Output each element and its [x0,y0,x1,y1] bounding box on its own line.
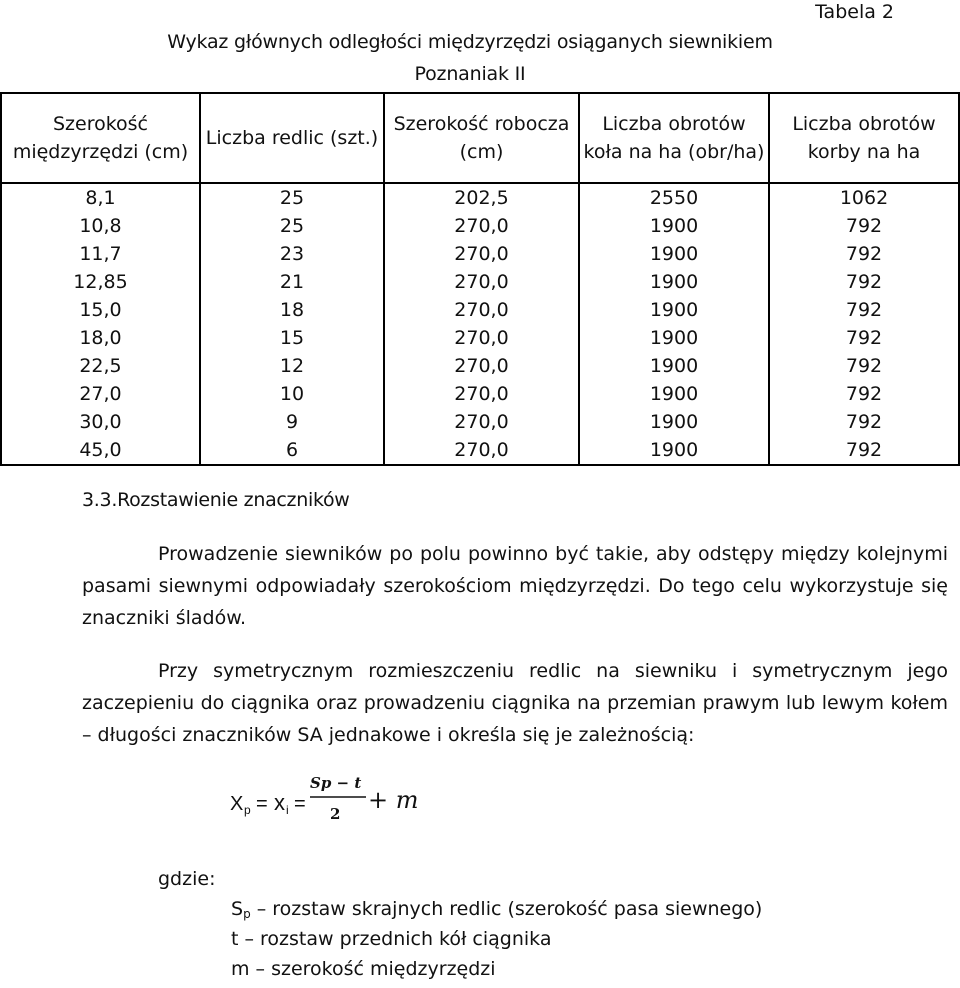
header-working-width: Szerokość robocza (cm) [384,93,579,183]
formula-graphic [230,770,450,830]
table-header-row [1,93,959,183]
table-row [1,352,959,380]
cell-working-width: 270,0 [384,436,579,465]
formula-lhs-xi-sub: i [286,803,289,817]
definition-text: – rozstaw przednich kół ciągnika [238,928,552,950]
cell-crank-revolutions: 1062 [769,183,959,212]
section-title: Rozstawienie znaczników [117,489,350,511]
cell-working-width: 270,0 [384,268,579,296]
definition-symbol-sub: p [243,907,251,921]
cell-wheel-revolutions: 1900 [579,436,769,465]
table-row [1,408,959,436]
cell-crank-revolutions: 792 [769,296,959,324]
cell-working-width: 270,0 [384,212,579,240]
cell-row-spacing: 15,0 [1,296,200,324]
cell-crank-revolutions: 792 [769,268,959,296]
section-heading [82,489,350,511]
table-row [1,296,959,324]
table-row [1,268,959,296]
table-label: Tabela 2 [815,1,894,23]
cell-wheel-revolutions: 1900 [579,268,769,296]
formula-tail: + m [368,786,419,814]
cell-coulter-count: 9 [200,408,384,436]
header-wheel-revolutions: Liczba obrotów koła na ha (obr/ha) [579,93,769,183]
table-row [1,212,959,240]
section-number: 3.3. [82,489,118,511]
cell-coulter-count: 25 [200,183,384,212]
header-row-spacing: Szerokość międzyrzędzi (cm) [1,93,200,183]
paragraph-2-text: Przy symetrycznym rozmieszczeniu redlic na siewniku i symetrycznym jego zaczepieniu do ciągnika oraz prowadzeniu ciągnika na przemian prawym lub lewym kołem – długości znaczników SA jednakowe i określa się je zależnością: [82,660,948,746]
cell-coulter-count: 6 [200,436,384,465]
cell-row-spacing: 12,85 [1,268,200,296]
formula-lhs-x-sub: p [244,803,251,817]
table-subtitle: Poznaniak II [414,63,526,85]
cell-coulter-count: 18 [200,296,384,324]
definition-text: – rozstaw skrajnych redlic (szerokość pasa siewnego) [250,898,763,920]
cell-row-spacing: 22,5 [1,352,200,380]
cell-working-width: 270,0 [384,240,579,268]
definition-item [231,928,552,950]
definition-item [231,898,762,921]
table-row [1,240,959,268]
cell-wheel-revolutions: 1900 [579,408,769,436]
cell-row-spacing: 18,0 [1,324,200,352]
table-row [1,183,959,212]
formula-equals-1: = [256,793,268,815]
cell-wheel-revolutions: 1900 [579,296,769,324]
formula-equals-2: = [294,793,306,815]
header-crank-revolutions: Liczba obrotów korby na ha [769,93,959,183]
cell-row-spacing: 45,0 [1,436,200,465]
cell-crank-revolutions: 792 [769,212,959,240]
table-row [1,380,959,408]
formula [230,770,450,830]
definition-symbol: m [231,958,250,980]
paragraph-2 [82,655,948,751]
cell-working-width: 270,0 [384,380,579,408]
table-row [1,324,959,352]
paragraph-1 [82,538,948,634]
cell-working-width: 202,5 [384,183,579,212]
table-body [1,183,959,465]
cell-wheel-revolutions: 1900 [579,240,769,268]
cell-coulter-count: 25 [200,212,384,240]
cell-crank-revolutions: 792 [769,380,959,408]
cell-working-width: 270,0 [384,296,579,324]
formula-lhs-xi: x [274,790,285,815]
paragraph-1-text: Prowadzenie siewników po polu powinno być takie, aby odstępy między kolejnymi pasami siewnymi odpowiadały szerokościom międzyrzędzi. Do tego celu wykorzystuje się znaczniki śladów. [82,543,948,629]
cell-crank-revolutions: 792 [769,324,959,352]
cell-coulter-count: 12 [200,352,384,380]
cell-wheel-revolutions: 1900 [579,324,769,352]
cell-row-spacing: 11,7 [1,240,200,268]
cell-coulter-count: 21 [200,268,384,296]
cell-crank-revolutions: 792 [769,352,959,380]
definition-symbol: S [231,898,244,920]
cell-row-spacing: 30,0 [1,408,200,436]
formula-lhs-x: X [230,793,244,815]
definition-symbol: t [231,928,239,950]
table-row [1,436,959,465]
cell-row-spacing: 8,1 [1,183,200,212]
cell-wheel-revolutions: 1900 [579,212,769,240]
cell-working-width: 270,0 [384,408,579,436]
cell-coulter-count: 23 [200,240,384,268]
cell-working-width: 270,0 [384,352,579,380]
header-coulter-count: Liczba redlic (szt.) [200,93,384,183]
formula-numerator: Sp − t [310,774,362,792]
cell-working-width: 270,0 [384,324,579,352]
cell-crank-revolutions: 792 [769,436,959,465]
cell-crank-revolutions: 792 [769,408,959,436]
where-label: gdzie: [158,868,216,890]
cell-coulter-count: 10 [200,380,384,408]
cell-row-spacing: 10,8 [1,212,200,240]
cell-wheel-revolutions: 2550 [579,183,769,212]
cell-coulter-count: 15 [200,324,384,352]
table-title: Wykaz głównych odległości międzyrzędzi osiąganych siewnikiem [167,31,773,53]
cell-wheel-revolutions: 1900 [579,380,769,408]
data-table [0,92,960,466]
cell-wheel-revolutions: 1900 [579,352,769,380]
formula-denominator: 2 [330,805,341,823]
definition-text: – szerokość międzyrzędzi [249,958,496,980]
cell-crank-revolutions: 792 [769,240,959,268]
definition-item [231,958,496,980]
cell-row-spacing: 27,0 [1,380,200,408]
